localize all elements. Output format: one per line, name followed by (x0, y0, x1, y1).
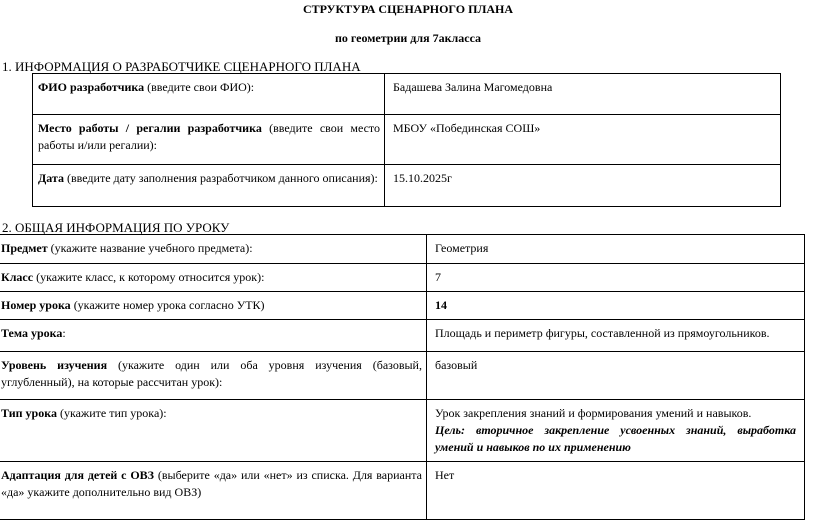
table-row (0, 235, 805, 264)
document-title: СТРУКТУРА СЦЕНАРНОГО ПЛАНА (302, 2, 514, 16)
table-row (33, 165, 781, 207)
label-rest: (укажите номер урока согласно УТК) (70, 298, 265, 312)
row-value: Геометрия (427, 235, 805, 264)
row-value: 15.10.2025г (385, 165, 781, 207)
label-bold: Номер урока (1, 298, 71, 312)
label-bold: Тип урока (1, 406, 57, 420)
row-label (0, 264, 427, 292)
row-value: Бадашева Залина Магомедовна (385, 74, 781, 115)
row-label (0, 320, 427, 352)
row-label (0, 235, 427, 264)
document-subtitle: по геометрии для 7акласса (334, 31, 482, 45)
label-bold: Предмет (1, 241, 48, 255)
label-rest: (введите свои место работы и/или регалии): (38, 121, 380, 152)
label-rest: (выберите «да» или «нет» из списка. Для варианта «да» укажите дополнительно вид ОВЗ) (1, 468, 423, 499)
row-label (0, 400, 427, 462)
table-row (0, 352, 805, 400)
table-row (0, 292, 805, 320)
label-rest: (введите дату заполнения разработчиком данного описания): (64, 171, 378, 185)
row-label (33, 74, 385, 115)
label-rest: (укажите название учебного предмета): (47, 241, 253, 255)
developer-info-table (32, 73, 781, 207)
label-bold: Дата (38, 171, 64, 185)
label-bold: Тема урока (1, 326, 63, 340)
label-bold: Место работы / регалии разработчика (38, 121, 262, 135)
row-label (0, 292, 427, 320)
table-row (0, 264, 805, 292)
table-row (0, 400, 805, 462)
lesson-goal: Цель: вторичное закрепление усвоенных знаний, выработка умений и навыков по их применению (435, 423, 796, 454)
row-value: МБОУ «Побединская СОШ» (385, 115, 781, 165)
label-bold: Класс (1, 270, 34, 284)
label-rest: : (62, 326, 66, 340)
row-value (427, 292, 805, 320)
label-bold: Уровень изучения (1, 358, 108, 372)
row-value (427, 400, 805, 462)
row-label (33, 115, 385, 165)
row-label (33, 165, 385, 207)
row-label (0, 462, 427, 520)
label-rest: (укажите тип урока): (56, 406, 167, 420)
lesson-type: Урок закрепления знаний и формирования умений и навыков. (435, 406, 752, 420)
row-value: Площадь и периметр фигуры, составленной из прямоугольников. (427, 320, 805, 352)
lesson-info-table (0, 234, 805, 520)
table-row (33, 115, 781, 165)
table-row (33, 74, 781, 115)
section2-heading: 2. ОБЩАЯ ИНФОРМАЦИЯ ПО УРОКУ (2, 220, 230, 235)
label-rest: (укажите класс, к которому относится урок): (33, 270, 265, 284)
label-bold: ФИО разработчика (38, 80, 145, 94)
row-label (0, 352, 427, 400)
lesson-number: 14 (435, 298, 447, 312)
table-row (0, 462, 805, 520)
label-rest: (укажите один или оба уровня изучения (базовый, углубленный), на которые рассчитан урок): (1, 358, 422, 389)
row-value: Нет (427, 462, 805, 520)
table-row (0, 320, 805, 352)
label-bold: Адаптация для детей с ОВЗ (1, 468, 155, 482)
section1-heading: 1. ИНФОРМАЦИЯ О РАЗРАБОТЧИКЕ СЦЕНАРНОГО ПЛАНА (2, 59, 361, 74)
row-value: 7 (427, 264, 805, 292)
row-value: базовый (427, 352, 805, 400)
label-rest: (введите свои ФИО): (144, 80, 255, 94)
